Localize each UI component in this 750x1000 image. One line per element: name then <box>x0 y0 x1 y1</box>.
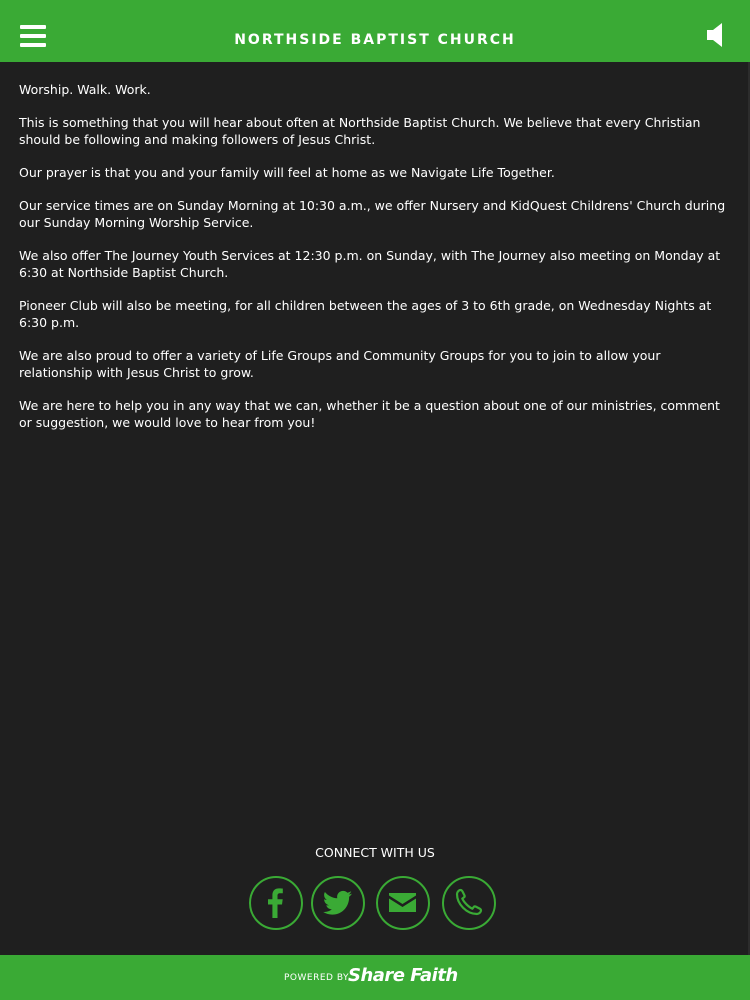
speaker-icon[interactable] <box>705 21 729 49</box>
sharefaith-logo[interactable]: Share Faith <box>348 965 458 986</box>
powered-by-label: POWERED BY <box>284 973 350 983</box>
page-title: NORTHSIDE BAPTIST CHURCH <box>234 32 516 48</box>
twitter-icon[interactable] <box>311 876 365 930</box>
paragraph-pioneer-club: Pioneer Club will also be meeting, for all children between the ages of 3 to 6th grade, on Wednesday Nights at 6:30 p.m. <box>19 298 712 330</box>
top-bar <box>0 0 750 62</box>
paragraph-youth: We also offer The Journey Youth Services at 12:30 p.m. on Sunday, with The Journey also meeting on Monday at 6:30 at Northside Baptist Church. <box>19 248 721 280</box>
welcome-text <box>19 81 731 447</box>
connect-label: CONNECT WITH US <box>315 845 435 860</box>
paragraph-groups: We are also proud to offer a variety of Life Groups and Community Groups for you to join to allow your relationship with Jesus Christ to grow. <box>19 348 661 380</box>
paragraph-service-times: Our service times are on Sunday Morning at 10:30 a.m., we offer Nursery and KidQuest Childrens' Church during our Sunday Morning Worship Service. <box>19 198 726 230</box>
content-area <box>0 62 750 955</box>
phone-icon[interactable] <box>442 876 496 930</box>
paragraph-prayer: Our prayer is that you and your family will feel at home as we Navigate Life Together. <box>19 165 555 180</box>
paragraph-tagline: Worship. Walk. Work. <box>19 82 151 97</box>
paragraph-contact: We are here to help you in any way that we can, whether it be a question about one of our ministries, comment or suggestion, we would love to hear from you! <box>19 398 720 430</box>
email-icon[interactable] <box>376 876 430 930</box>
footer <box>0 955 750 1000</box>
facebook-icon[interactable] <box>249 876 303 930</box>
paragraph-mission: This is something that you will hear about often at Northside Baptist Church. We believe that every Christian should be following and making followers of Jesus Christ. <box>19 115 701 147</box>
